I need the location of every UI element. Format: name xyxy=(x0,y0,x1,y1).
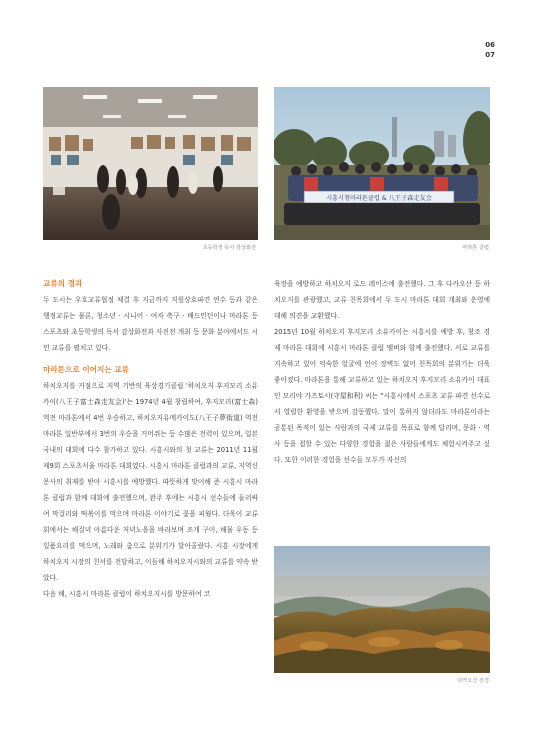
marathon-club-caption: 마라톤 클럽 xyxy=(462,245,489,251)
section-body-marathon-continued: 다음 해, 시흥시 마라톤 클럽이 하치오지시를 방문하여 코 xyxy=(43,590,211,598)
section-heading-history: 교류의 경과 xyxy=(43,279,83,288)
section-heading-marathon: 마라톤으로 이어지는 교류 xyxy=(43,365,129,374)
right-paragraph-2: 2015년 10월 하치오지 후지모리 소유카이는 시흥시를 예방 후, 창조 경제 마라톤 대회에 시흥시 마라톤 클럽 멤버와 함께 출전했다. 서로 교류를 지속하고 있어 익숙한 얼굴에 언어 장벽도 없어 친목회의 분위기는 더욱 좋아졌다. 마라톤을 통해 교류하고 있는 하치오지 후지모리 소유카이 대표인 모리야 가즈토시(守屋和利) 씨는 "시흥시에서 스포츠 교류 파견 선수로서 열렬한 환영을 받으며 감동했다. 말이 통하지 않더라도 마라톤이라는 공통된 목적이 있는 사람과의 국제 교류를 목표로 함께 달리며, 문화 · 역사 등을 접할 수 있는 다양한 경험을 젊은 사람들에게도 체험시켜주고 싶다. 또한 이러한 경험을 선수들 모두가 자신의 xyxy=(274,328,490,464)
exhibition-photo-art xyxy=(43,87,258,240)
takao-mountain-photo xyxy=(274,546,490,673)
left-column xyxy=(43,276,258,602)
right-paragraph-1: 육장을 예방하고 하치오지 로드 레이스에 출전했다. 그 후 다카오산 등 하치오지를 관광했고, 교류 친목회에서 두 도시 마라톤 대회 개최와 운영에 대해 의견을 교환했다. xyxy=(274,280,490,320)
takao-mountain-caption: 다카오산 전경 xyxy=(457,678,489,684)
marathon-club-photo-art xyxy=(274,87,490,240)
page-number-left: 06 xyxy=(485,41,495,49)
exhibition-caption: 초등학생 독서 감상화전 xyxy=(202,245,256,251)
page-number-right: 07 xyxy=(485,51,495,59)
section-body-history: 두 도시는 우호교류협정 체결 후 지금까지 직원상호파견 연수 등과 같은 행정교류는 물론, 청소년 · 시니어 · 여자 축구 · 배드민턴이나 마라톤 등 스포츠와 초등학생의 독서 감상화전과 사진전 개최 등 문화 분야에서도 시민 교류를 펼치고 있다. xyxy=(43,296,258,352)
takao-mountain-photo-art xyxy=(274,546,490,673)
marathon-club-photo xyxy=(274,87,490,240)
club-banner-text: 시흥시청마라톤클럽 & 八王子森走友会 xyxy=(326,195,432,202)
page-numbers xyxy=(485,40,495,60)
exhibition-photo xyxy=(43,87,258,240)
right-column xyxy=(274,276,490,468)
section-body-marathon: 하치오지를 거점으로 지역 기반의 육상경기클럽 '하치오지 후지모리 소유카이(八王子富士森走友会)'는 1974년 4월 창립하여, 후지모리(富士森)역전 마라톤에서 4번 우승하고, 하치오지유메카이도(八王子夢街道) 역전 마라톤 일반부에서 3번의 우승을 거머쥐는 등 수많은 전력이 있으며, 일본 국내의 대회에 다수 참가하고 있다. 시흥시와의 첫 교류는 2011년 11월 제9회 스포츠서울 마라톤 대회였다. 시흥시 마라톤 클럽과의 교류, 지역신문사의 취재를 받아 시흥시를 예방했다. 따뜻하게 맞이해 준 시흥시 마라톤 클럽과 함께 대회에 출전했으며, 완주 후에는 시흥시 선수들에 둘러싸여 막걸리와 떡볶이를 먹으며 마라톤 이야기로 꽃을 피웠다. 더욱이 교류회에서는 해질녁 아름다운 저녁노을을 바라보며 조개 구이, 해물 우동 등 일품요리를 먹으며, 노래와 춤으로 분위기가 달아올랐다. 시흥 시장에게 하치오지 시장의 친서를 전달하고, 이듬해 하치오지시와의 교류를 약속 받았다. xyxy=(43,382,258,582)
